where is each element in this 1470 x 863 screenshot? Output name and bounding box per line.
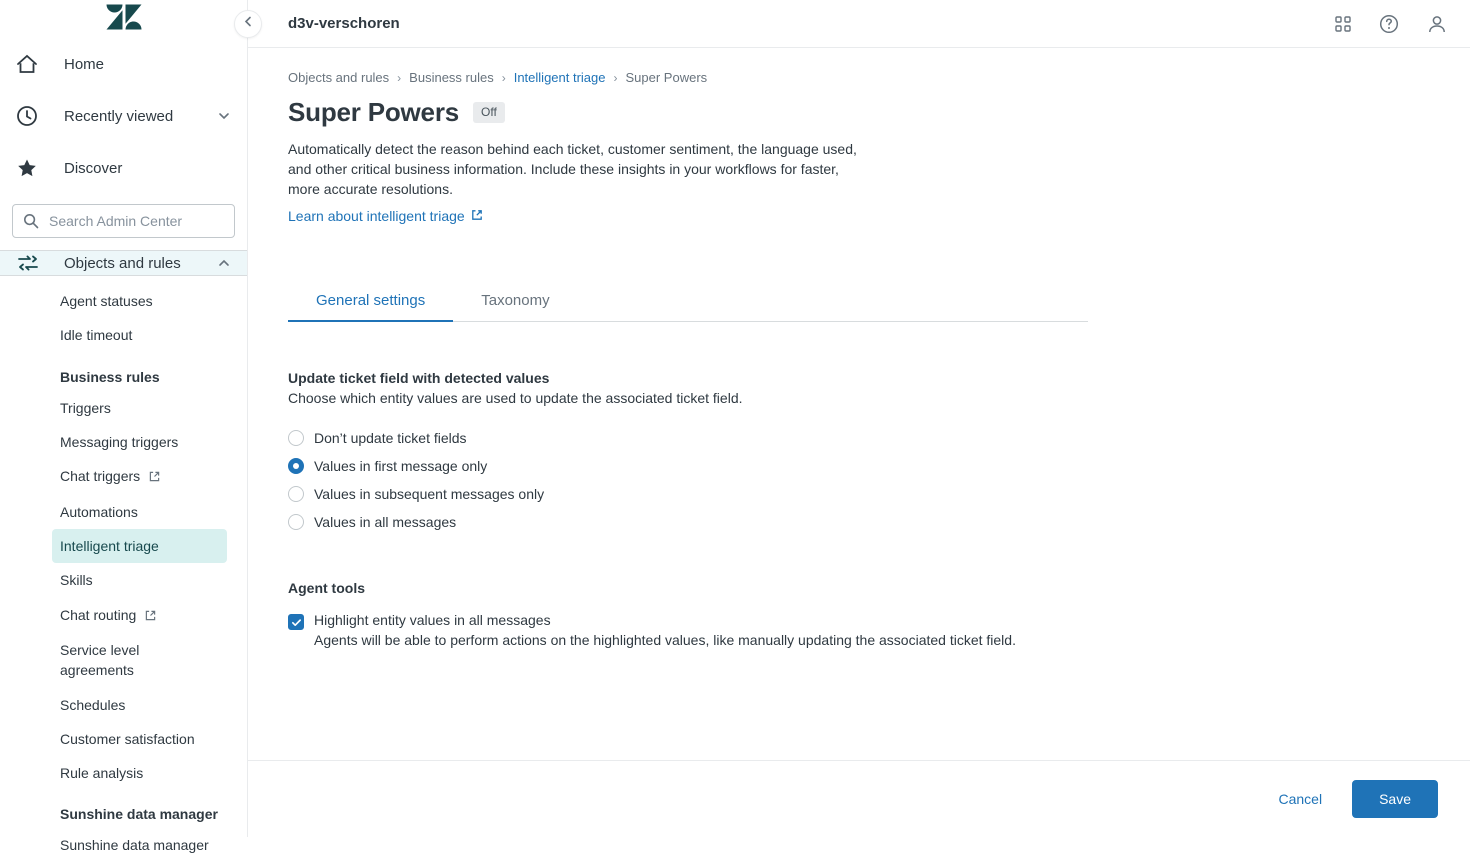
topbar (248, 0, 1470, 48)
update-ticket-field-section (288, 370, 1430, 536)
search-input[interactable] (47, 212, 224, 230)
checkbox-texts (314, 612, 1016, 648)
breadcrumb-item-intelligent-triage[interactable]: Intelligent triage (513, 70, 606, 85)
sidebar-item-automations[interactable]: Automations (60, 503, 138, 520)
sidebar-item-idle-timeout[interactable]: Idle timeout (60, 327, 133, 344)
radio-option-dont-update[interactable] (288, 424, 1430, 452)
home-icon (16, 53, 46, 75)
page-title: Super Powers (288, 97, 459, 127)
sidebar-item-messaging-triggers[interactable]: Messaging triggers (60, 433, 179, 450)
star-icon (16, 157, 46, 179)
page-description: Automatically detect the reason behind each ticket, customer sentiment, the language used, and other critical business information. Include these insights in your workflows for faster, more accurate resolutions. (288, 141, 857, 197)
sidebar-search (0, 194, 247, 250)
cancel-button[interactable]: Cancel (1264, 781, 1336, 817)
checkbox-highlight-entity-values[interactable] (288, 612, 1430, 648)
user-avatar-icon[interactable] (1426, 13, 1448, 35)
search-icon (23, 213, 39, 229)
apps-grid-icon[interactable] (1334, 15, 1352, 33)
sidebar-item-label: Discover (64, 159, 123, 177)
chevron-left-icon (242, 15, 255, 33)
sidebar-item-label: Chat routing (60, 606, 137, 623)
learn-more-link[interactable] (288, 208, 483, 224)
page-header (288, 97, 1430, 128)
radio-icon-selected[interactable] (288, 458, 304, 474)
radio-icon[interactable] (288, 514, 304, 530)
radio-icon[interactable] (288, 430, 304, 446)
sidebar-item-label: Recently viewed (64, 107, 174, 125)
sidebar-heading-sunshine-data-manager: Sunshine data manager (60, 806, 218, 823)
sidebar-item-agent-statuses[interactable]: Agent statuses (60, 293, 153, 309)
sidebar-heading-business-rules: Business rules (60, 368, 160, 385)
sidebar-item-recently-viewed[interactable] (0, 90, 247, 142)
sidebar-section-objects-and-rules[interactable] (0, 250, 247, 276)
sidebar-item-chat-routing[interactable] (0, 598, 247, 633)
external-link-icon (149, 469, 160, 485)
sidebar-item-intelligent-triage[interactable]: Intelligent triage (52, 529, 227, 563)
sidebar (0, 0, 248, 854)
save-button[interactable]: Save (1352, 780, 1438, 818)
topbar-actions (1334, 13, 1448, 35)
sidebar-item-label: Chat triggers (60, 468, 141, 485)
zendesk-logo-icon (106, 4, 142, 30)
sidebar-item-skills[interactable]: Skills (60, 572, 93, 589)
section-subtitle: Choose which entity values are used to update the associated ticket field. (288, 390, 743, 406)
tabs (288, 282, 1088, 322)
sidebar-section-label: Objects and rules (64, 254, 181, 272)
sidebar-item-discover[interactable] (0, 142, 247, 194)
sidebar-item-chat-triggers[interactable] (0, 459, 247, 494)
help-circle-icon[interactable] (1378, 13, 1400, 35)
content-area (248, 48, 1470, 760)
breadcrumb-item-objects-and-rules[interactable]: Objects and rules (288, 70, 390, 85)
agent-tools-section (288, 580, 1430, 648)
sidebar-collapse-button[interactable] (234, 10, 262, 38)
section-title: Update ticket field with detected values (288, 370, 550, 386)
status-badge: Off (473, 102, 505, 122)
radio-label: Values in all messages (314, 514, 457, 530)
radio-option-first-message-only[interactable] (288, 452, 1430, 480)
zendesk-logo[interactable] (0, 0, 247, 30)
sidebar-item-schedules[interactable]: Schedules (60, 696, 126, 713)
breadcrumb (288, 70, 1430, 85)
radio-label: Values in first message only (314, 458, 488, 474)
checkbox-label: Highlight entity values in all messages (314, 612, 551, 628)
learn-more-label: Learn about intelligent triage (288, 208, 465, 224)
sidebar-sublist (0, 276, 247, 863)
breadcrumb-separator-icon: › (501, 70, 506, 85)
sidebar-item-home[interactable] (0, 38, 247, 90)
account-title: d3v-verschoren (288, 15, 400, 32)
chevron-up-icon[interactable] (217, 256, 231, 270)
external-link-icon (471, 208, 483, 224)
section-title: Agent tools (288, 580, 365, 596)
radio-option-all-messages[interactable] (288, 508, 1430, 536)
radio-group-update-mode (288, 424, 1430, 536)
main-panel (248, 0, 1470, 837)
checkbox-icon-checked[interactable] (288, 614, 304, 630)
clock-icon (16, 105, 46, 127)
sidebar-item-triggers[interactable]: Triggers (60, 399, 111, 416)
radio-label: Don’t update ticket fields (314, 430, 467, 446)
radio-icon[interactable] (288, 486, 304, 502)
breadcrumb-separator-icon: › (613, 70, 618, 85)
tab-general-settings[interactable]: General settings (288, 282, 453, 322)
radio-option-subsequent-messages-only[interactable] (288, 480, 1430, 508)
objects-rules-icon (16, 251, 46, 275)
checkbox-help-text: Agents will be able to perform actions on the highlighted values, like manually updating the associated ticket field. (314, 632, 1016, 648)
sidebar-primary-nav (0, 30, 247, 194)
sidebar-item-customer-satisfaction[interactable]: Customer satisfaction (60, 730, 195, 747)
external-link-icon (145, 608, 156, 624)
sidebar-item-label: Home (64, 55, 105, 73)
footer-actions (248, 760, 1470, 837)
sidebar-item-sunshine-data-manager[interactable]: Sunshine data manager (60, 837, 209, 854)
search-box[interactable] (12, 204, 235, 238)
radio-label: Values in subsequent messages only (314, 486, 545, 502)
tab-taxonomy[interactable]: Taxonomy (481, 292, 550, 309)
sidebar-item-rule-analysis[interactable]: Rule analysis (60, 765, 144, 782)
breadcrumb-item-super-powers: Super Powers (625, 70, 708, 85)
sidebar-item-service-level-agreements[interactable]: Service level agreements (60, 641, 140, 679)
breadcrumb-item-business-rules[interactable]: Business rules (409, 70, 494, 85)
chevron-down-icon[interactable] (217, 109, 231, 123)
breadcrumb-separator-icon: › (397, 70, 402, 85)
